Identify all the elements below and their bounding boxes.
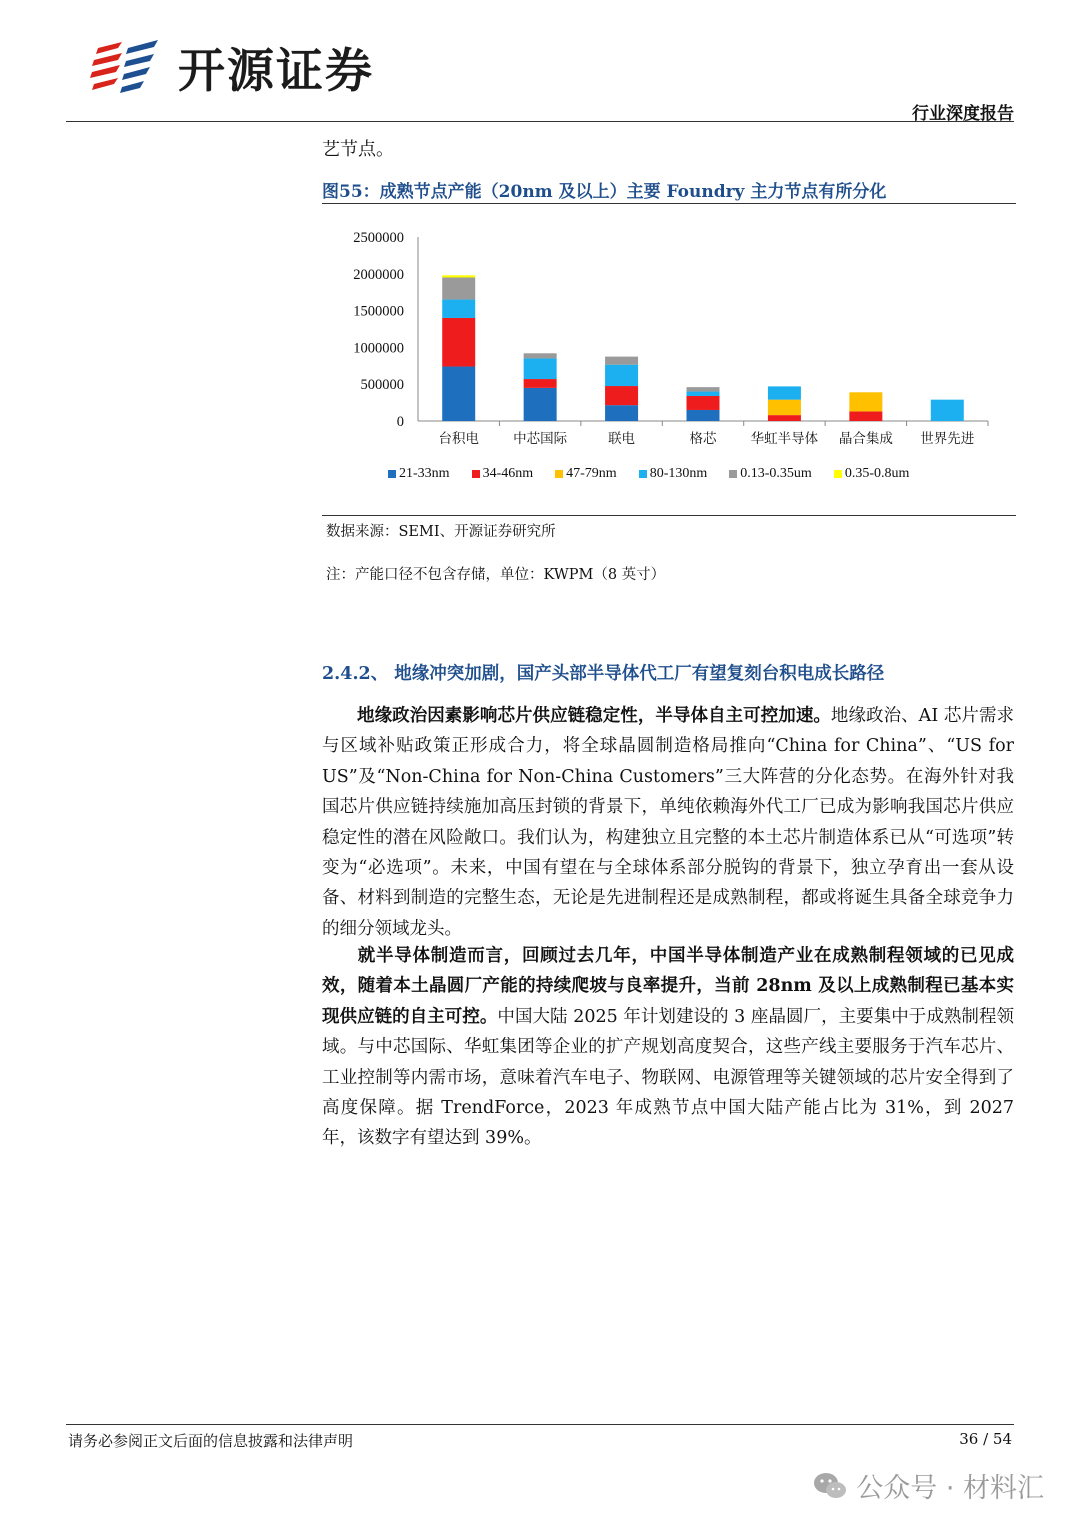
footer-disclaimer: 请务必参阅正文后面的信息披露和法律声明 (68, 1432, 354, 1450)
figure-note: 注：产能口径不包含存储，单位：KWPM（8 英寸） (326, 567, 666, 583)
bar-segment-47-79nm (849, 392, 882, 411)
paragraph-1-body: 地缘政治、AI 芯片需求与区域补贴政策正形成合力，将全球晶圆制造格局推向“China for China”、“US for US”及“Non-China for Non-China Customers”三大阵营的分化态势。在海外针对我国芯片供应链持续施加高压封锁的背景下，单纯依赖海外代工厂已成为影响我国芯片供应稳定性的潜在风险敞口。我们认为，构建独立且完整的本土芯片制造体系已从“可选项”转变为“必选项”。未来，中国有望在与全球体系部分脱钩的背景下，独立孕育出一套从设备、材料到制造的完整生态，无论是先进制程还是成熟制程，都或将诞生具备全球竞争力的细分领域龙头。 (322, 706, 1014, 939)
bar-segment-34-46nm (687, 396, 720, 410)
legend-label: 21-33nm (399, 466, 450, 481)
paragraph-2-body: 中国大陆 2025 年计划建设的 3 座晶圆厂，主要集中于成熟制程领域。与中芯国际、华虹集团等企业的扩产规划高度契合，这些产线主要服务于汽车芯片、工业控制等内需市场，意味着汽车电子、物联网、电源管理等关键领域的芯片安全得到了高度保障。据 TrendForce，2023 年成熟节点中国大陆产能占比为 31%，到 2027 年，该数字有望达到 39%。 (322, 1006, 1015, 1149)
header-divider (66, 121, 1014, 122)
page-number: 36 / 54 (959, 1430, 1012, 1448)
legend-swatch (388, 470, 396, 478)
bar-segment-21-33nm (442, 367, 475, 421)
paragraph-1 (322, 701, 1014, 944)
bar-segment-34-46nm (849, 411, 882, 421)
y-tick-label: 500000 (360, 377, 404, 394)
paragraph-1-lead: 地缘政治因素影响芯片供应链稳定性，半导体自主可控加速。 (357, 706, 831, 726)
bar-segment-0.35-0.8um (442, 275, 475, 277)
brand-name: 开源证券 (178, 44, 374, 99)
wechat-icon (812, 1471, 848, 1501)
watermark-text: 公众号 · 材料汇 (856, 1473, 1044, 1504)
legend-item (555, 466, 617, 482)
watermark (812, 1466, 1044, 1505)
legend-label: 34-46nm (482, 466, 534, 481)
y-tick-label: 2500000 (353, 230, 404, 246)
bar-segment-80-130nm (442, 300, 475, 318)
bar-segment-0.13-0.35um (442, 277, 475, 299)
legend-swatch (555, 470, 563, 478)
paragraph-2 (322, 941, 1014, 1154)
y-tick-label: 1000000 (353, 340, 404, 357)
bar-segment-80-130nm (605, 365, 638, 386)
x-category-label: 台积电 (438, 431, 479, 447)
legend-swatch (472, 470, 480, 478)
bar-segment-34-46nm (524, 379, 557, 388)
legend-swatch (834, 470, 842, 478)
bar-segment-80-130nm (524, 358, 557, 379)
figure-bottom-rule (322, 515, 1016, 516)
x-category-label: 世界先进 (920, 431, 975, 447)
legend-item (472, 466, 534, 482)
bar-segment-0.13-0.35um (605, 357, 638, 365)
chart-legend (388, 466, 909, 482)
y-tick-label: 1500000 (353, 303, 404, 320)
legend-label: 0.13-0.35um (740, 466, 812, 481)
legend-item (388, 466, 450, 482)
company-logo-icon (88, 34, 178, 100)
bar-segment-80-130nm (768, 386, 801, 399)
legend-item (729, 466, 812, 482)
bar-segment-34-46nm (768, 415, 801, 421)
x-category-label: 华虹半导体 (750, 431, 819, 447)
footer-divider (66, 1424, 1014, 1425)
bar-segment-80-130nm (931, 400, 964, 421)
intro-text: 艺节点。 (322, 139, 394, 160)
legend-item (834, 466, 910, 482)
bar-segment-80-130nm (687, 392, 720, 396)
x-category-label: 晶合集成 (838, 431, 893, 447)
paragraph-2-lead: 就半导体制造而言，回顾过去几年，中国半导体制造产业在成熟制程领域的已见成效，随着本土晶圆厂产能的持续爬坡与良率提升，当前 28nm 及以上成熟制程已基本实现供应链的自主可控。 (322, 946, 1014, 1027)
x-category-label: 联电 (608, 431, 636, 447)
bar-segment-0.13-0.35um (524, 353, 557, 358)
report-type: 行业深度报告 (912, 104, 1014, 124)
bar-segment-21-33nm (605, 405, 638, 421)
bar-segment-21-33nm (524, 388, 557, 421)
legend-label: 0.35-0.8um (844, 466, 910, 481)
figure-source: 数据来源：SEMI、开源证券研究所 (326, 524, 556, 540)
legend-swatch (639, 470, 647, 478)
bar-segment-47-79nm (768, 400, 801, 415)
y-tick-label: 2000000 (353, 266, 404, 283)
legend-item (639, 466, 708, 482)
bar-segment-0.13-0.35um (687, 387, 720, 391)
legend-label: 80-130nm (649, 466, 708, 481)
bar-segment-34-46nm (605, 386, 638, 405)
legend-swatch (729, 470, 737, 478)
x-category-label: 中芯国际 (513, 431, 568, 447)
x-category-label: 格芯 (689, 431, 717, 447)
bar-segment-34-46nm (442, 318, 475, 367)
section-heading: 2.4.2、 地缘冲突加剧，国产头部半导体代工厂有望复刻台积电成长路径 (322, 664, 885, 684)
figure-title: 图55：成熟节点产能（20nm 及以上）主要 Foundry 主力节点有所分化 (322, 182, 887, 202)
bar-segment-21-33nm (687, 410, 720, 421)
stacked-bar-chart (322, 204, 1016, 516)
legend-label: 47-79nm (566, 466, 617, 481)
y-tick-label: 0 (396, 414, 404, 430)
